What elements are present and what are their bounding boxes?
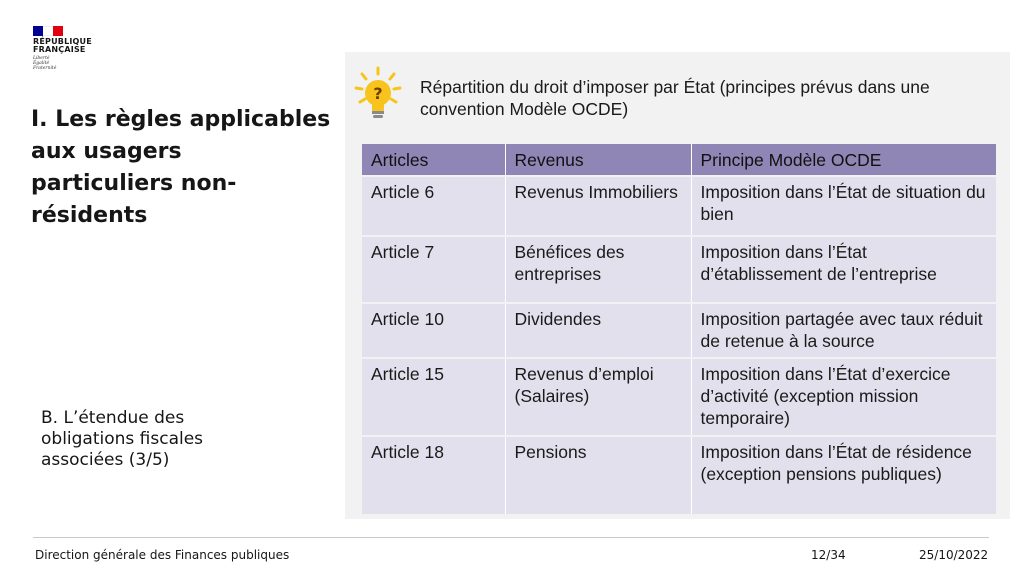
french-flag-icon <box>33 26 63 36</box>
cell-principe: Imposition partagée avec taux réduit de retenue à la source <box>691 303 996 358</box>
header-principe: Principe Modèle OCDE <box>691 144 996 176</box>
cell-article: Article 7 <box>362 236 505 303</box>
table-row <box>362 436 996 514</box>
cell-revenus: Revenus d’emploi (Salaires) <box>505 358 691 436</box>
cell-principe: Imposition dans l’État d’établissement de l’entreprise <box>691 236 996 303</box>
cell-article: Article 18 <box>362 436 505 514</box>
table-row <box>362 358 996 436</box>
logo-name-line1: RÉPUBLIQUE <box>33 37 92 46</box>
header-articles: Articles <box>362 144 505 176</box>
cell-article: Article 6 <box>362 176 505 236</box>
logo-motto: Liberté Égalité Fraternité <box>33 56 57 71</box>
cell-revenus: Bénéfices des entreprises <box>505 236 691 303</box>
footer-page-number: 12/34 <box>811 548 846 562</box>
footer-date: 25/10/2022 <box>919 548 989 562</box>
table-header-row <box>362 144 996 176</box>
cell-article: Article 15 <box>362 358 505 436</box>
cell-principe: Imposition dans l’État d’exercice d’activité (exception mission temporaire) <box>691 358 996 436</box>
footer-organization: Direction générale des Finances publiques <box>35 548 290 562</box>
cell-revenus: Revenus Immobiliers <box>505 176 691 236</box>
cell-principe: Imposition dans l’État de situation du bien <box>691 176 996 236</box>
cell-article: Article 10 <box>362 303 505 358</box>
cell-principe: Imposition dans l’État de résidence (exception pensions publiques) <box>691 436 996 514</box>
cell-revenus: Dividendes <box>505 303 691 358</box>
header-revenus: Revenus <box>505 144 691 176</box>
footer-divider <box>33 537 989 538</box>
slide-title: I. Les règles applicables aux usagers particuliers non-résidents <box>31 107 331 228</box>
republique-francaise-logo <box>33 26 113 71</box>
table-row <box>362 303 996 358</box>
table-row <box>362 236 996 303</box>
table-row <box>362 176 996 236</box>
lightbulb-question-icon <box>350 66 410 122</box>
tax-principles-table <box>362 144 996 514</box>
logo-name-line2: FRANÇAISE <box>33 45 86 54</box>
panel-intro-text: Répartition du droit d’imposer par État (principes prévus dans une convention Modèle OCDE) <box>420 77 930 119</box>
cell-revenus: Pensions <box>505 436 691 514</box>
slide-subtitle: B. L’étendue des obligations fiscales associées (3/5) <box>41 408 204 470</box>
svg-text:?: ? <box>373 84 383 103</box>
